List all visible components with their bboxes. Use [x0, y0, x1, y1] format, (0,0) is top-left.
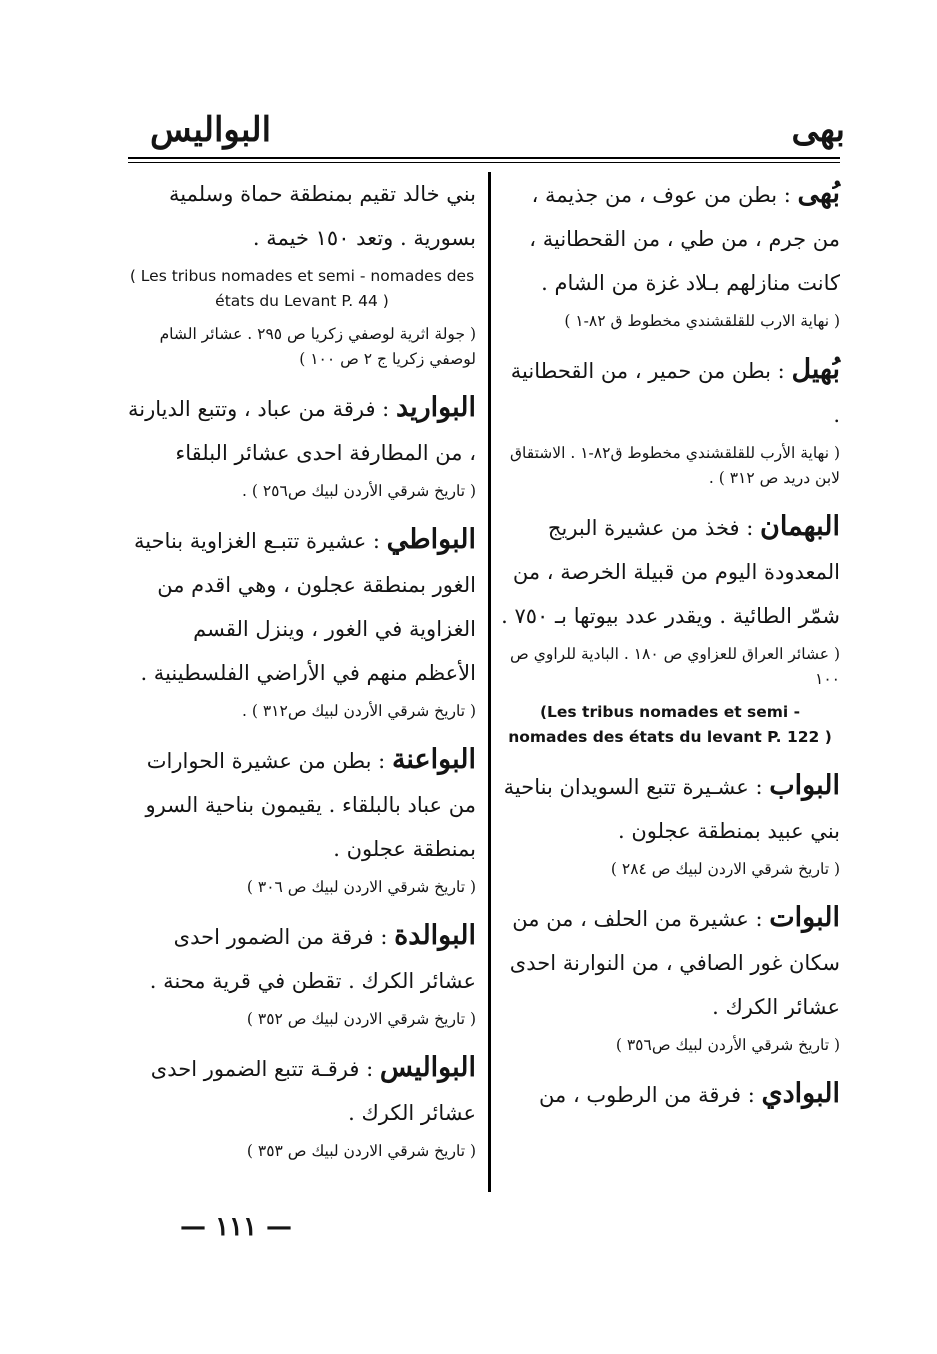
header-rule-thin — [128, 162, 840, 163]
entry-body: : فرقـة تتبع الضمور احدى عشائر الكرك . — [150, 1057, 476, 1125]
entry — [500, 172, 840, 334]
column-divider — [488, 172, 491, 1192]
entry-source: ( تاريخ شرقي الأردن لبيك ص٣٥٦ ) — [615, 1036, 840, 1054]
entry-source: ( عشائر العراق للعزاوي ص ١٨٠ . البادية للراوي ص ١٠٠ — [510, 645, 840, 688]
entry-head: البواريد — [395, 392, 476, 423]
entry-body: : عشـيرة تتبع السويدان بناحية بني عبيد بمنطقة عجلون . — [503, 775, 840, 843]
entry-head: البواب — [769, 770, 840, 801]
entry-body: بني خالد تقيم بمنطقة حماة وسلمية بسورية . وتعد ١٥٠ خيمة . — [168, 182, 476, 250]
entry-source: ( تاريخ شرقي الأردن لبيك ص٢٥٦ ) . — [242, 482, 476, 500]
entry-source: ( نهاية الارب للقلقشندي مخطوط ق ٨٢-١ ) — [564, 312, 840, 330]
entry-source: ( تاريخ شرقي الأردن لبيك ص٣١٢ ) . — [242, 702, 476, 720]
entry-head: البوالدة — [394, 920, 476, 951]
entry-body: : عشيرة تتبـع الغزاوية بناحية الغور بمنطقة عجلون ، وهي اقدم من الغزاوية في الغور ، وينزل القسم الأعظم منهم في الأراضي الفلسطينية . — [133, 529, 476, 685]
entry-continuation — [128, 172, 476, 372]
entry-head: بُهى — [797, 178, 840, 209]
entry — [500, 896, 840, 1058]
header-entry-word: بهى — [791, 110, 845, 150]
entry-source: ( تاريخ شرقي الاردن لبيك ص ٣٥٢ ) — [246, 1010, 476, 1028]
entry — [500, 1072, 840, 1117]
entry — [500, 505, 840, 750]
entry-french-source: (Les tribus nomades et semi - nomades des états du levant P. 122 ) — [508, 703, 832, 746]
entry-source: ( تاريخ شرقي الاردن لبيك ص ٣٥٣ ) — [246, 1142, 476, 1160]
entry-head: البواليس — [379, 1052, 476, 1083]
entry-body: : فرقة من الرطوب ، من — [539, 1083, 755, 1107]
entry-body: : فرقة من عباد ، وتتبع الديارنة ، من المطارفة احدى عشائر البلقاء — [127, 397, 476, 465]
entry — [128, 518, 476, 724]
entry — [128, 738, 476, 900]
entry-head: البوادي — [761, 1078, 840, 1109]
entry-body: : بطن من حمير ، من القحطانية . — [510, 359, 840, 427]
entry-body: : بطن من عشيرة الحوارات من عباد بالبلقاء . يقيمون بناحية السرو بمنطقة عجلون . — [145, 749, 476, 861]
entry — [500, 348, 840, 491]
header-rule — [128, 157, 840, 159]
entry-head: البوات — [769, 902, 840, 933]
entry — [500, 764, 840, 882]
entry-french-source: ( Les tribus nomades et semi - nomades des états du Levant P. 44 ) — [129, 267, 475, 310]
entry-head: البواطي — [386, 524, 476, 555]
entry-source: ( تاريخ شرقي الاردن لبيك ص ٣٠٦ ) — [246, 878, 476, 896]
header-last-entry: البواليس — [150, 110, 272, 150]
entry-body: : فخذ من عشيرة البريج المعدودة اليوم من قبيلة الخرصة ، من شمّر الطائية . ويقدر عدد بيوتها بـ ٧٥٠ . — [501, 516, 840, 628]
entry-body: : عشيرة من الحلف ، من من سكان غور الصافي ، من النوارنة احدى عشائر الكرك . — [509, 907, 840, 1019]
entry-body: : بطن من عوف ، من جذيمة ، من جرم ، من طي ، من القحطانية ، كانت منازلهم بـلاد غزة من الشام . — [529, 183, 840, 295]
entry-head: البواعنة — [391, 744, 476, 775]
right-column — [500, 172, 840, 1131]
left-column — [128, 172, 476, 1178]
entry-head: البهمان — [760, 511, 840, 542]
page-number: — ١١١ — — [180, 1212, 293, 1242]
entry-source: ( تاريخ شرقي الاردن لبيك ص ٢٨٤ ) — [610, 860, 840, 878]
entry-head: بُهيل — [791, 354, 840, 385]
entry — [128, 1046, 476, 1164]
entry-body: : فرقة من الضمور احدى عشائر الكرك . تقطن في قرية محنة . — [149, 925, 476, 993]
entry — [128, 386, 476, 504]
entry — [128, 914, 476, 1032]
entry-source: ( نهاية الأرب للقلقشندي مخطوط ق٨٢-١ . الاشتقاق لابن دريد ص ٣١٢ ) . — [510, 444, 840, 487]
entry-source: ( جولة اثرية لوصفي زكريا ص ٢٩٥ . عشائر الشام لوصفي زكريا ج ٢ ص ١٠٠ ) — [159, 325, 476, 368]
